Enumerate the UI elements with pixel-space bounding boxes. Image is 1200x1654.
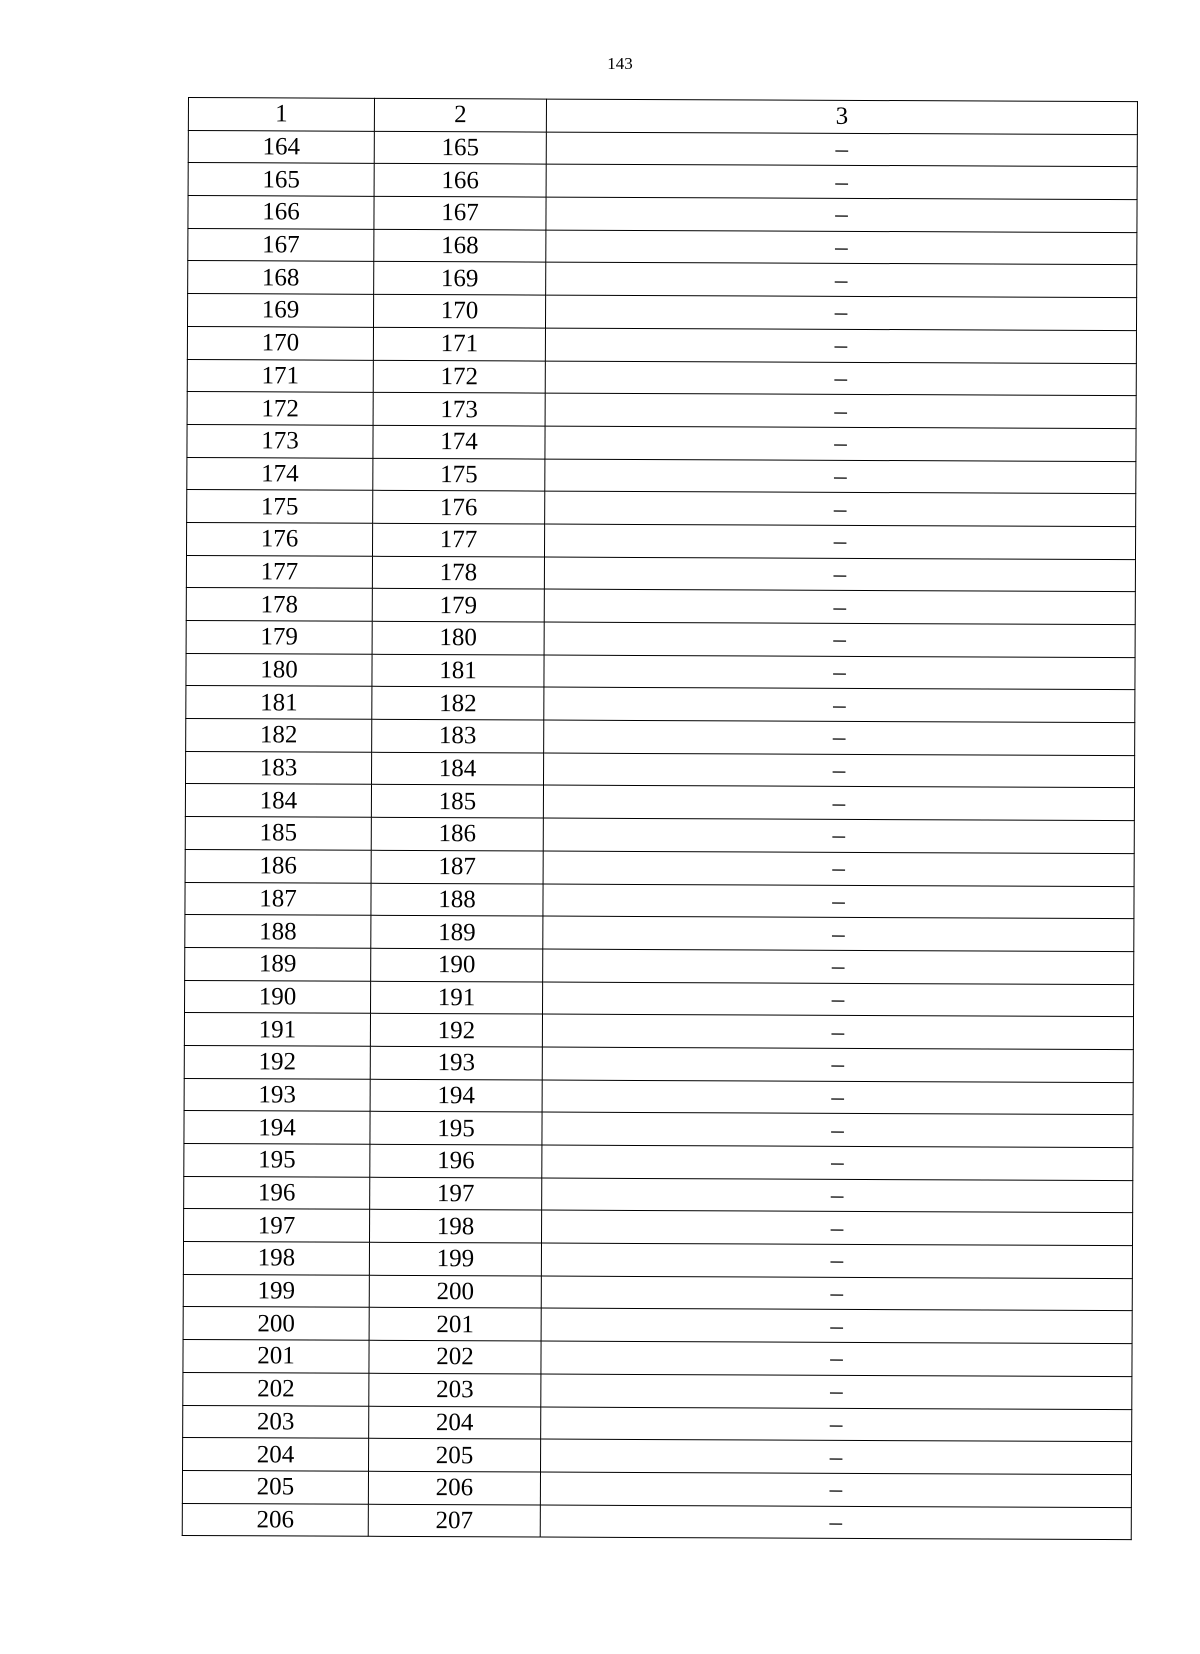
cell-col2: 169 [374,262,546,295]
cell-col2: 175 [373,458,545,491]
cell-col1: 196 [184,1176,370,1209]
table-row [188,261,1137,298]
cell-col2: 179 [372,589,544,622]
cell-col3: – [542,1112,1133,1147]
cell-col2: 167 [374,196,546,229]
table-row [183,1405,1132,1442]
cell-col3: – [546,132,1137,167]
cell-col2: 207 [368,1504,540,1537]
cell-col1: 172 [187,392,373,425]
table-row [185,980,1134,1017]
table-row [187,392,1136,429]
cell-col1: 192 [184,1045,370,1078]
page-number: 143 [607,54,633,73]
cell-col2: 194 [370,1079,542,1112]
table-row [187,326,1136,363]
cell-col2: 183 [372,719,544,752]
cell-col1: 195 [184,1143,370,1176]
cell-col3: – [546,263,1137,298]
cell-col2: 202 [369,1340,541,1373]
cell-col3: – [545,295,1136,330]
cell-col1: 204 [183,1438,369,1471]
cell-col1: 175 [187,490,373,523]
cell-col3: – [543,916,1134,951]
cell-col1: 202 [183,1372,369,1405]
table-row [187,522,1136,559]
table-row [188,130,1137,167]
cell-col3: – [543,785,1134,820]
cell-col1: 164 [188,130,374,163]
cell-col2: 186 [371,817,543,850]
cell-col3: – [545,459,1136,494]
table-row [186,751,1135,788]
cell-col1: 181 [186,686,372,719]
cell-col2: 185 [371,785,543,818]
cell-col3: – [544,687,1135,722]
cell-col2: 187 [371,850,543,883]
cell-col3: – [541,1374,1132,1409]
table-row [187,424,1136,461]
cell-col3: – [543,949,1134,984]
header-cell-col2: 2 [374,98,546,131]
cell-col3: – [541,1407,1132,1442]
cell-col2: 198 [370,1210,542,1243]
cell-col1: 206 [182,1503,368,1536]
cell-col3: – [543,851,1134,886]
cell-col1: 167 [188,228,374,261]
table-row [187,490,1136,527]
cell-col2: 181 [372,654,544,687]
cell-col1: 186 [185,849,371,882]
cell-col2: 193 [370,1046,542,1079]
table-row [187,294,1136,331]
cell-col1: 190 [185,980,371,1013]
cell-col3: – [542,1014,1133,1049]
cell-col2: 197 [370,1177,542,1210]
header-cell-col1: 1 [188,98,374,131]
cell-col1: 178 [186,588,372,621]
cell-col2: 182 [372,687,544,720]
cell-col1: 169 [187,294,373,327]
table-row [186,620,1135,657]
cell-col1: 171 [187,359,373,392]
cell-col3: – [543,884,1134,919]
cell-col3: – [541,1439,1132,1474]
cell-col2: 174 [373,425,545,458]
cell-col1: 199 [183,1274,369,1307]
table-row [183,1438,1132,1475]
cell-col3: – [541,1308,1132,1343]
cell-col2: 203 [369,1373,541,1406]
cell-col2: 200 [369,1275,541,1308]
cell-col3: – [543,753,1134,788]
cell-col3: – [545,393,1136,428]
cell-col1: 182 [186,719,372,752]
cell-col1: 174 [187,457,373,490]
data-table [182,97,1138,1540]
table-row [185,849,1134,886]
table-row [186,686,1135,723]
cell-col3: – [542,1145,1133,1180]
cell-col3: – [545,491,1136,526]
table-row [188,163,1137,200]
cell-col2: 189 [371,915,543,948]
table-row [184,1013,1133,1050]
cell-col2: 168 [374,229,546,262]
table-row [184,1111,1133,1148]
cell-col1: 203 [183,1405,369,1438]
header-cell-col3: 3 [546,99,1137,134]
cell-col1: 189 [185,947,371,980]
table-row [185,947,1134,984]
cell-col2: 170 [373,294,545,327]
cell-col1: 166 [188,196,374,229]
table-row [182,1503,1131,1540]
table-row [187,359,1136,396]
table-row [183,1274,1132,1311]
cell-col1: 173 [187,424,373,457]
table-row [183,1340,1132,1377]
table-row [186,588,1135,625]
cell-col2: 172 [373,360,545,393]
cell-col1: 183 [186,751,372,784]
cell-col3: – [545,361,1136,396]
table-row [186,653,1135,690]
cell-col1: 197 [184,1209,370,1242]
table-row [185,882,1134,919]
cell-col1: 179 [186,620,372,653]
cell-col3: – [542,1080,1133,1115]
cell-col3: – [544,524,1135,559]
cell-col1: 177 [186,555,372,588]
cell-col2: 173 [373,392,545,425]
cell-col3: – [541,1243,1132,1278]
cell-col2: 165 [374,131,546,164]
table-row [186,555,1135,592]
cell-col2: 176 [373,491,545,524]
cell-col2: 204 [369,1406,541,1439]
table-row [188,196,1137,233]
table-row [183,1242,1132,1279]
cell-col1: 184 [185,784,371,817]
table-row [184,1078,1133,1115]
cell-col1: 185 [185,817,371,850]
cell-col1: 201 [183,1340,369,1373]
cell-col1: 188 [185,915,371,948]
cell-col3: – [542,1178,1133,1213]
cell-col2: 199 [369,1242,541,1275]
cell-col3: – [540,1472,1131,1507]
cell-col3: – [546,164,1137,199]
cell-col3: – [541,1276,1132,1311]
cell-col3: – [546,230,1137,265]
cell-col2: 196 [370,1144,542,1177]
table-row [186,719,1135,756]
table-row [184,1143,1133,1180]
cell-col3: – [545,426,1136,461]
table-body [182,98,1137,1540]
cell-col1: 170 [187,326,373,359]
cell-col3: – [544,655,1135,690]
cell-col1: 198 [183,1242,369,1275]
cell-col3: – [544,720,1135,755]
table-row [183,1372,1132,1409]
cell-col1: 165 [188,163,374,196]
cell-col1: 205 [182,1470,368,1503]
cell-col3: – [541,1341,1132,1376]
cell-col1: 194 [184,1111,370,1144]
cell-col2: 177 [372,523,544,556]
cell-col3: – [544,622,1135,657]
cell-col2: 205 [369,1438,541,1471]
table-row [183,1307,1132,1344]
cell-col1: 187 [185,882,371,915]
table-row [182,1470,1131,1507]
cell-col1: 193 [184,1078,370,1111]
cell-col3: – [540,1505,1131,1540]
cell-col1: 168 [188,261,374,294]
cell-col1: 176 [187,522,373,555]
cell-col2: 180 [372,621,544,654]
table-row [185,817,1134,854]
table-row [184,1209,1133,1246]
cell-col3: – [546,197,1137,232]
cell-col3: – [542,1210,1133,1245]
cell-col2: 191 [371,981,543,1014]
table-row [187,457,1136,494]
cell-col3: – [542,1047,1133,1082]
table-row [185,915,1134,952]
table-row [184,1045,1133,1082]
cell-col2: 206 [368,1471,540,1504]
cell-col2: 195 [370,1112,542,1145]
cell-col2: 184 [372,752,544,785]
cell-col2: 201 [369,1308,541,1341]
cell-col2: 188 [371,883,543,916]
cell-col1: 191 [184,1013,370,1046]
cell-col2: 190 [371,948,543,981]
cell-col3: – [543,818,1134,853]
cell-col3: – [544,589,1135,624]
table-row [185,784,1134,821]
table-row [188,228,1137,265]
table-row [184,1176,1133,1213]
cell-col2: 166 [374,164,546,197]
cell-col3: – [545,328,1136,363]
cell-col3: – [543,982,1134,1017]
cell-col1: 180 [186,653,372,686]
cell-col2: 171 [373,327,545,360]
cell-col2: 192 [370,1014,542,1047]
cell-col2: 178 [372,556,544,589]
cell-col1: 200 [183,1307,369,1340]
table-header-row [188,98,1137,135]
cell-col3: – [544,557,1135,592]
